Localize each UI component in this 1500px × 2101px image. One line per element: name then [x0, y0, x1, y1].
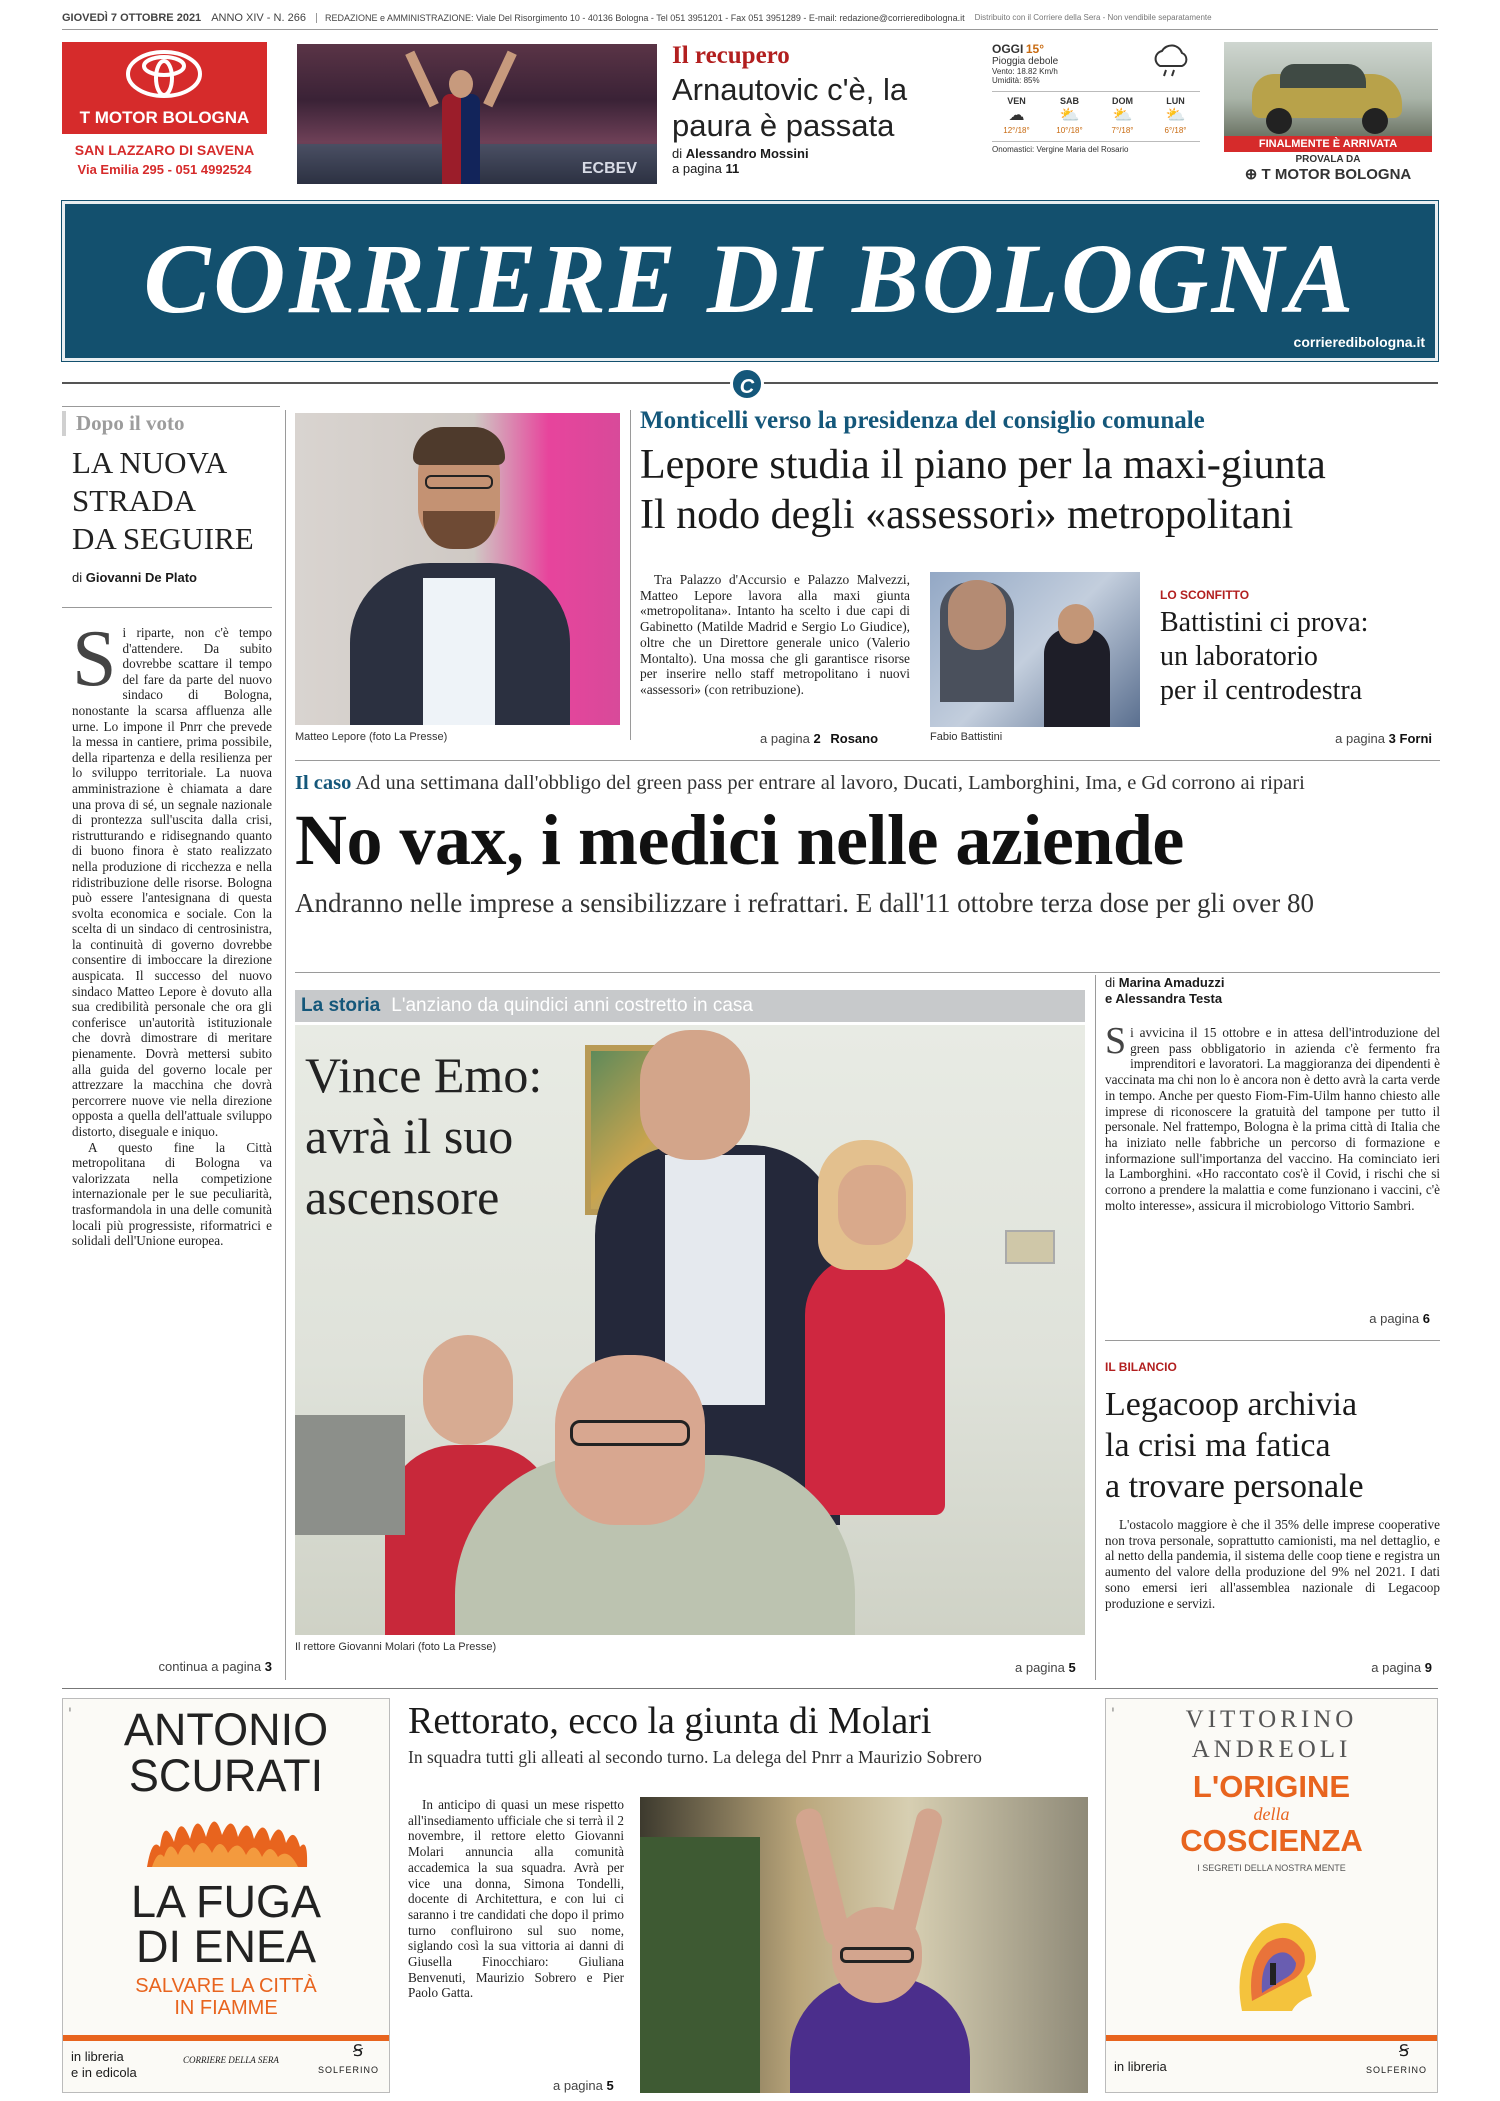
battistini-photo — [930, 572, 1140, 727]
issue-date: GIOVEDÌ 7 OTTOBRE 2021 — [62, 11, 202, 24]
book-right-publisher: SOLFERINO — [1365, 2065, 1427, 2075]
corriere-logo-icon — [730, 367, 764, 401]
section-rule — [295, 972, 1440, 973]
lepore-author: Rosano — [830, 731, 879, 746]
book-left-author — [63, 1704, 389, 1801]
book-left-title-line: LA FUGA — [130, 1876, 322, 1927]
book-left-author-line: SCURATI — [128, 1750, 324, 1801]
lepore-headline-line: Lepore studia il piano per la maxi-giunta — [640, 442, 1326, 488]
book-right-title — [1106, 1769, 1437, 1859]
head-profile-icon — [1212, 1901, 1332, 2021]
solferino-logo-icon: Ꞩ — [1398, 2043, 1409, 2060]
editorial-headline-line: LA NUOVA — [72, 445, 228, 480]
book-ad-andreoli[interactable] — [1105, 1698, 1438, 2093]
rettorato-subhead: In squadra tutti gli alleati al secondo turno. La delega del Pnrr a Maurizio Sobrero — [408, 1747, 982, 1767]
novax-lead[interactable] — [295, 770, 1440, 940]
book-left-subtitle-line: SALVARE LA CITTÀ — [135, 1975, 317, 1997]
legacoop-headline-line: Legacoop archivia — [1105, 1386, 1358, 1423]
legacoop-story[interactable] — [1105, 1360, 1440, 1660]
car-ad[interactable] — [1224, 42, 1432, 182]
editorial-office: REDAZIONE e AMMINISTRAZIONE: Viale Del Risorgimento 10 - 40136 Bologna - Tel 051 3951201 - Fax 051 3951289 - E-mail: redazione@corrieredibologna.it — [316, 13, 965, 23]
legacoop-page-number: 9 — [1424, 1660, 1432, 1675]
book-left-where-line: in libreria — [71, 2049, 124, 2064]
info-icon: ⁱ — [69, 1706, 71, 1718]
editorial-byline-prefix: di — [72, 570, 83, 585]
forecast-day — [1151, 96, 1200, 135]
forecast-day — [1045, 96, 1094, 135]
book-right-author-line: VITTORINO — [1185, 1706, 1358, 1733]
book-right-title-line: L'ORIGINE — [1192, 1769, 1351, 1804]
rettorato-page-prefix: a pagina — [553, 2078, 603, 2093]
car-ad-brand-row — [1224, 165, 1432, 183]
storia-page-number: 5 — [1068, 1660, 1076, 1675]
lepore-photo — [295, 413, 620, 725]
toyota-logo-icon — [124, 48, 204, 100]
storia-headline-line: avrà il suo — [305, 1108, 514, 1164]
toyota-ad-box — [62, 42, 267, 134]
rettorato-page-number: 5 — [606, 2078, 614, 2093]
forecast-day-temp: 12°/18° — [1003, 126, 1030, 135]
novax-overline: Ad una settimana dall'obbligo del green pass per entrare al lavoro, Ducati, Lamborghini, Ima, e Gd corrono ai ripari — [355, 772, 1305, 794]
masthead[interactable] — [62, 201, 1438, 361]
cloud-rain-icon — [1148, 42, 1194, 78]
battistini-author: Forni — [1399, 731, 1432, 746]
editorial-headline-line: DA SEGUIRE — [72, 521, 254, 556]
solferino-logo-icon: Ꞩ — [352, 2043, 363, 2060]
masthead-url: corrieredibologna.it — [1293, 334, 1425, 350]
section-rule — [62, 1688, 1438, 1689]
storia-headline-line: Vince Emo: — [305, 1047, 543, 1103]
battistini-headline-line: Battistini ci prova: — [1160, 607, 1369, 638]
distribution-note: Distribuito con il Corriere della Sera - Non vendibile separatamente — [974, 13, 1212, 22]
editorial-continued-page: 3 — [264, 1659, 272, 1674]
legacoop-headline — [1105, 1384, 1440, 1507]
top-bar — [62, 6, 1438, 30]
book-left-where — [71, 2049, 137, 2081]
lepore-page-ref — [760, 731, 878, 746]
flames-icon — [142, 1807, 312, 1873]
legacoop-body-text: L'ostacolo maggiore è che il 35% delle imprese cooperative non trova personale, soprattutto camionisti, ma nel dettaglio, e al netto della pandemia, il sistema delle coop tiene e registra un aumento del valore della produzione del 9% nel 2021. I dati sono emersi ieri all'assemblea nazionale di Legacoop produzione e servizi. — [1105, 1517, 1440, 1611]
logo-letter: C — [739, 376, 755, 398]
novax-author: e Alessandra Testa — [1105, 991, 1223, 1006]
novax-body — [1105, 1020, 1441, 1213]
editorial-body-text: i riparte, non c'è tempo d'attendere. Da subito dovrebbe scattare il tempo del fare da parte del nuovo sindaco di Bologna, nonostante la scarsa affluenza alle urne. Lo impone il Pnrr che prevede la messa in cantiere, prima possibile, della ripartenza e della resilienza per lo sviluppo territoriale. La nuova amministrazione è chiamata a dare una prova di sé, un segnale nazionale di prontezza sull'uscita dalla crisi, ristrutturando e ridisegnando quanto di buono finora è stato realizzato nella produzione di ricchezza e nella ridistribuzione delle risorse. Bologna può essere l'antesignana di questa svolta economica e sociale. Con la scelta di un sindaco di centrosinistra, la continuità di governo dovrebbe consentire di imboccare la direzione auspicata. Il successo del nuovo sindaco Matteo Lepore è dovuto alla sua credibilità personale che ora gli conferisce un'autorità istituzionale che dovrà dimostrare di meritare pienamente. Dovrà mettersi subito alla guida del governo locale per attrezzare la macchina che dovrà percorrere nuove vie nella direzione opposta a quella dell'attuale sviluppo distorto, diseguale e iniquo. — [72, 625, 272, 1139]
lepore-headline-line: Il nodo degli «assessori» metropolitani — [640, 492, 1294, 538]
legacoop-page-prefix: a pagina — [1371, 1660, 1422, 1675]
forecast-day — [1098, 96, 1147, 135]
novax-dropcap: S — [1105, 1020, 1127, 1062]
book-right-author — [1106, 1705, 1437, 1765]
forecast-day-label: DOM — [1112, 96, 1133, 106]
editorial-headline — [62, 444, 280, 558]
book-left-subtitle — [63, 1975, 389, 2019]
editorial-author: Giovanni De Plato — [85, 570, 197, 585]
column-rule — [285, 410, 286, 1680]
battistini-kicker: LO SCONFITTO — [1160, 588, 1250, 602]
forecast-day-label: LUN — [1166, 96, 1185, 106]
battistini-headline — [1160, 606, 1440, 708]
legacoop-kicker: IL BILANCIO — [1105, 1360, 1177, 1374]
section-rule — [1105, 1340, 1440, 1341]
car-photo — [1224, 42, 1432, 136]
sun-cloud-icon: ⛅ — [1112, 107, 1133, 124]
novax-byline-prefix: di — [1105, 975, 1116, 990]
book-left-partner: CORRIERE DELLA SERA — [183, 2055, 279, 2065]
book-left-subtitle-line: IN FIAMME — [174, 1997, 278, 2019]
forecast-day-temp: 10°/18° — [1056, 126, 1083, 135]
forecast-day-temp: 7°/18° — [1111, 126, 1134, 135]
novax-body-text: i avvicina il 15 ottobre e in attesa dell'introduzione del green pass obbligatorio in azienda c'è fermento fra imprenditori e lavoratori. La maggioranza dei dipendenti è vaccinata ma chi non lo è ancora non è detto avrà la carta verde in tempo. Anche per questo Fiom-Fim-Uilm hanno chiesto alle imprese di riconoscere la gratuità del tampone per tutto il personale. Nel frattempo, Bologna è la prima città di Italia che ha iniziato nelle fabbriche un percorso di formazione e informazione sull'importanza del vaccino. Ha cominciato ieri la Lamborghini. «Ho raccontato cos'è il Covid, i rischi che si corrono a prendere la malattia e come funzionano i vaccini, c'è molto interesse», assicura il microbiologo Vittorio Sambri. — [1105, 1025, 1441, 1213]
weather-humidity: Umidità: 85% — [992, 76, 1040, 85]
cloud-icon: ☁ — [1008, 107, 1025, 124]
book-left-publisher: SOLFERINO — [317, 2065, 379, 2075]
legacoop-headline-line: a trovare personale — [1105, 1468, 1364, 1505]
lepore-photo-caption: Matteo Lepore (foto La Presse) — [295, 731, 448, 743]
book-left-author-line: ANTONIO — [123, 1704, 329, 1755]
book-right-subtitle: I SEGRETI DELLA NOSTRA MENTE — [1197, 1863, 1346, 1873]
novax-page-prefix: a pagina — [1369, 1311, 1420, 1326]
book-right-title-line: COSCIENZA — [1180, 1823, 1363, 1858]
weather-wind: Vento: 18.82 Km/h — [992, 67, 1058, 76]
book-right-author-line: ANDREOLI — [1191, 1736, 1352, 1763]
novax-kicker: Il caso — [295, 772, 352, 794]
book-left-title-line: DI ENEA — [135, 1921, 317, 1972]
stadium-photo: ECBEV — [297, 44, 657, 184]
sport-teaser[interactable] — [672, 42, 962, 187]
storia-overline-bar — [295, 990, 1085, 1022]
column-rule — [1095, 975, 1096, 1680]
book-ad-scurati[interactable] — [62, 1698, 390, 2093]
car-ad-cta: PROVALA DA — [1295, 154, 1361, 165]
toyota-ad[interactable] — [62, 42, 267, 182]
car-ad-brand: T MOTOR BOLOGNA — [1261, 166, 1412, 183]
novax-byline — [1105, 975, 1440, 1007]
book-left-where-line: e in edicola — [71, 2065, 137, 2080]
battistini-headline-line: un laboratorio — [1160, 641, 1318, 672]
editorial-continued-prefix: continua a pagina — [158, 1659, 262, 1674]
editorial-kicker: Dopo il voto — [62, 411, 280, 436]
editorial-continued — [158, 1659, 272, 1674]
issue-number: ANNO XIV - N. 266 — [211, 11, 306, 24]
rettorato-body — [408, 1797, 624, 2001]
battistini-headline-line: per il centrodestra — [1160, 675, 1363, 706]
legacoop-headline-line: la crisi ma fatica — [1105, 1427, 1331, 1464]
battistini-page-ref — [1335, 731, 1432, 746]
lepore-column-rule — [630, 410, 631, 740]
legacoop-page-ref — [1371, 1660, 1432, 1675]
editorial-body — [72, 615, 272, 1249]
toyota-ad-address: Via Emilia 295 - 051 4992524 — [77, 162, 252, 177]
storia-headline[interactable] — [305, 1045, 605, 1225]
storia-page-prefix: a pagina — [1015, 1660, 1065, 1675]
storia-kicker: La storia — [301, 995, 381, 1016]
weather-today-temp: 15° — [1025, 42, 1045, 56]
rettorato-story[interactable] — [408, 1698, 1088, 1788]
sport-byline-prefix: di — [672, 146, 683, 161]
sport-byline — [672, 146, 962, 161]
storia-headline-line: ascensore — [305, 1169, 500, 1225]
editorial-rule — [62, 607, 272, 608]
weather-box — [992, 42, 1200, 182]
rettorato-headline: Rettorato, ecco la giunta di Molari — [408, 1700, 932, 1742]
lepore-kicker: Monticelli verso la presidenza del consiglio comunale — [640, 407, 1205, 434]
storia-photo-caption: Il rettore Giovanni Molari (foto La Presse) — [295, 1641, 497, 1653]
info-icon: ⁱ — [1112, 1706, 1114, 1718]
sport-page-number: 11 — [725, 161, 740, 176]
battistini-photo-caption: Fabio Battistini — [930, 731, 1003, 743]
editorial-byline — [62, 570, 280, 585]
novax-overline-row — [295, 770, 1440, 796]
novax-author: Marina Amaduzzi — [1118, 975, 1225, 990]
rettorato-page-ref — [553, 2078, 614, 2093]
storia-overline: L'anziano da quindici anni costretto in casa — [391, 995, 753, 1016]
lepore-body-text: Tra Palazzo d'Accursio e Palazzo Malvezzi, Matteo Lepore lavora alla maxi giunta «metropolitana». Intanto ha scelto i due capi di Gabinetto (Matilde Madrid e Sergio Lo Giudice), oltre che un Direttore generale unico (Valerio Montalto). Una mossa che gli garantisce risorse per inserire nello staff metropolitano i nuovi «assessori» (con retribuzione). — [640, 572, 910, 697]
editorial-body-text-2: A questo fine la Città metropolitana di Bologna va valorizzata nella competizione internazionale per le sue peculiarità, trasformandola in una delle comunità locali più progressiste, riformatrici e solidali dell'Unione europea. — [72, 1139, 272, 1249]
lepore-headline — [640, 440, 1440, 540]
weather-forecast — [992, 91, 1200, 135]
book-right-where: in libreria — [1114, 2059, 1167, 2074]
battistini-story[interactable] — [1160, 588, 1440, 708]
battistini-page-number: 3 — [1388, 731, 1396, 746]
novax-subhead: Andranno nelle imprese a sensibilizzare i refrattari. E dall'11 ottobre terza dose per gli over 80 — [295, 888, 1314, 918]
car-ad-banner: FINALMENTE È ARRIVATA — [1224, 136, 1432, 152]
toyota-ad-brand: T MOTOR BOLOGNA — [79, 108, 250, 127]
storia-page-ref — [1015, 1660, 1076, 1675]
sport-kicker: Il recupero — [672, 42, 790, 69]
sun-cloud-icon: ⛅ — [1165, 107, 1186, 124]
molari-photo — [640, 1797, 1088, 2093]
novax-page-ref — [1369, 1311, 1430, 1326]
lepore-story[interactable] — [640, 406, 1440, 566]
battistini-page-prefix: a pagina — [1335, 731, 1386, 746]
forecast-day-label: VEN — [1007, 96, 1026, 106]
rettorato-body-text: In anticipo di quasi un mese rispetto all'insediamento ufficiale che si terrà il 2 novembre, il rettore eletto Giovanni Molari annuncia alla comunità accademica la sua squadra. Avrà per vice una donna, Simona Tondelli, docente di Architettura, e con lui ci saranno i tre candidati che dopo il primo turno confluirono sul suo nome, siglando così la sua vittoria ai danni di Giusella Finocchiaro: Giuliana Benvenuti, Maurizio Sobrero e Pier Paolo Gatta. — [408, 1797, 624, 2001]
editorial-column[interactable] — [62, 406, 280, 1681]
lepore-page-number: 2 — [813, 731, 821, 746]
sport-author: Alessandro Mossini — [685, 146, 809, 161]
weather-today-desc: Pioggia debole — [992, 56, 1059, 67]
sport-page-ref — [672, 161, 962, 176]
masthead-title: CORRIERE DI BOLOGNA — [143, 223, 1357, 334]
weather-today-label: OGGI — [992, 42, 1024, 56]
forecast-day-label: SAB — [1059, 96, 1079, 106]
sport-headline: Arnautovic c'è, la paura è passata — [672, 72, 908, 143]
novax-article[interactable] — [1105, 975, 1440, 1335]
toyota-ad-city: SAN LAZZARO DI SAVENA — [74, 142, 255, 158]
forecast-day — [992, 96, 1041, 135]
toyota-small-logo-icon: ⊕ — [1244, 166, 1258, 183]
editorial-dropcap: S — [72, 615, 117, 703]
sun-cloud-icon: ⛅ — [1059, 107, 1080, 124]
book-left-title — [63, 1876, 389, 1972]
lepore-page-prefix: a pagina — [760, 731, 810, 746]
section-rule — [295, 760, 1440, 761]
legacoop-body — [1105, 1517, 1440, 1611]
editorial-headline-line: STRADA — [72, 483, 197, 518]
novax-headline: No vax, i medici nelle aziende — [295, 800, 1184, 880]
lepore-body — [640, 572, 910, 698]
novax-page-number: 6 — [1422, 1311, 1430, 1326]
book-right-title-line: della — [1253, 1804, 1290, 1824]
sport-page-prefix: a pagina — [672, 161, 722, 176]
weather-onomastici: Onomastici: Vergine Maria del Rosario — [992, 141, 1200, 154]
forecast-day-temp: 6°/18° — [1164, 126, 1187, 135]
